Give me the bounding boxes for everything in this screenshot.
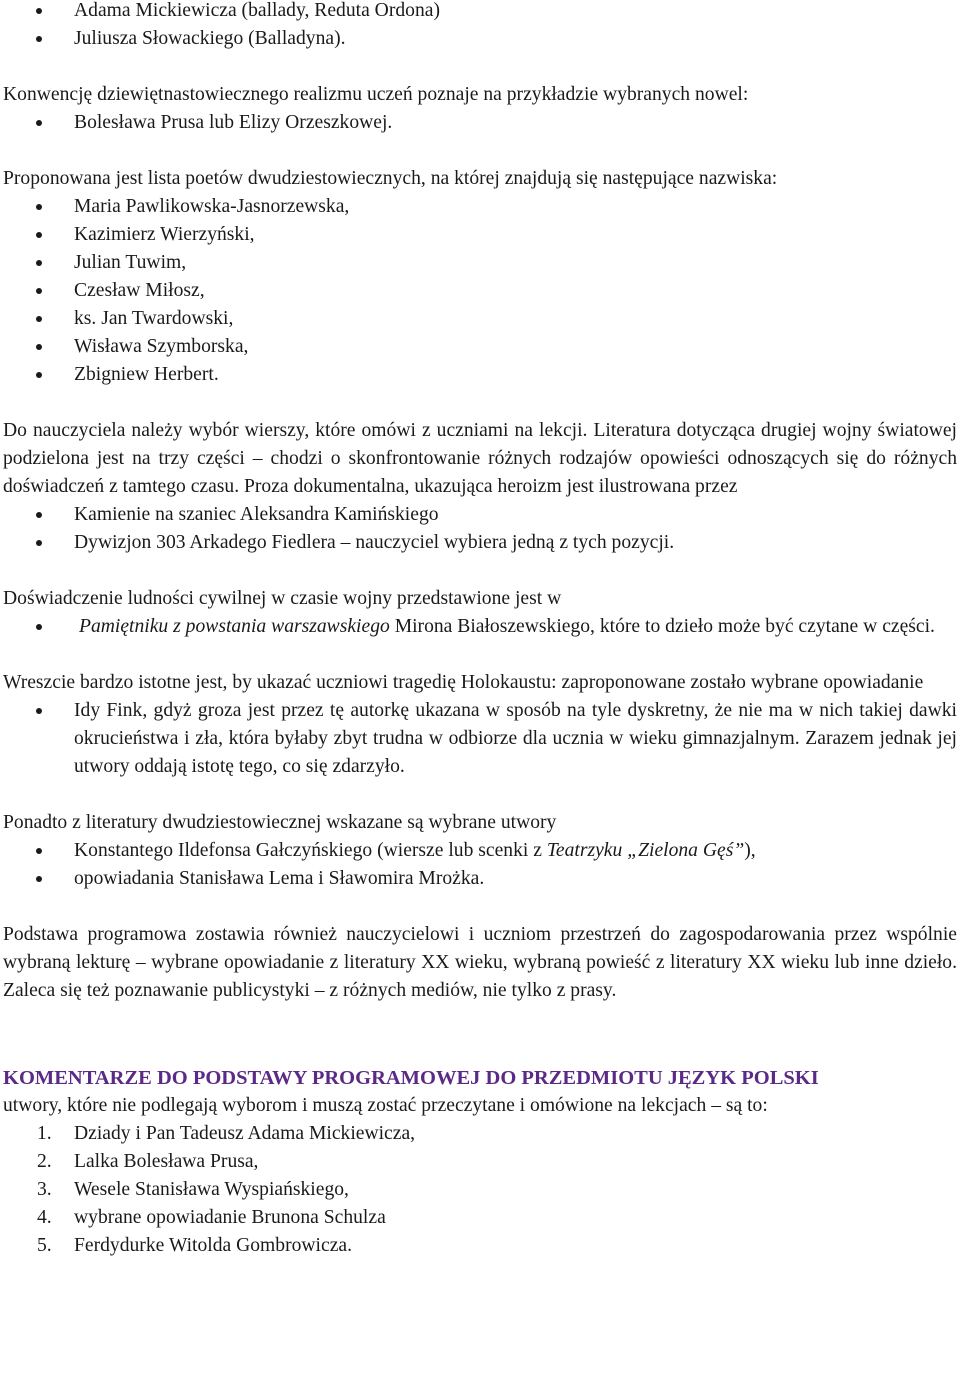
required-readings-list [3, 1120, 957, 1260]
list-item: Zbigniew Herbert. [3, 361, 957, 389]
list-number: 1. [37, 1123, 52, 1144]
paragraph-war-literature: Do nauczyciela należy wybór wierszy, które omówi z uczniami na lekcji. Literatura dotycząca drugiej wojny światowej podzielona jest na trzy części – chodzi o skonfrontowanie różnych rodzajów opowieści odnoszących się do różnych doświadczeń z tamtego czasu. Proza dokumentalna, ukazująca heroizm jest ilustrowana przez [3, 420, 957, 497]
list-item: Bolesława Prusa lub Elizy Orzeszkowej. [3, 109, 957, 137]
poets-list [3, 193, 957, 389]
list-item: Kamienie na szaniec Aleksandra Kamińskiego [3, 501, 957, 529]
authors-list [3, 0, 957, 53]
paragraph-more-works: Ponadto z literatury dwudziestowiecznej wskazane są wybrane utwory [3, 812, 557, 833]
list-item: Czesław Miłosz, [3, 277, 957, 305]
paragraph-poets: Proponowana jest lista poetów dwudziestowiecznych, na której znajdują się następujące nazwiska: [3, 168, 778, 189]
holocaust-list [3, 697, 957, 781]
list-number: 2. [37, 1151, 52, 1172]
book-title: Pamiętniku z powstania warszawskiego [79, 616, 390, 637]
list-item: Maria Pawlikowska-Jasnorzewska, [3, 193, 957, 221]
list-item: Kazimierz Wierzyński, [3, 221, 957, 249]
list-item: Dywizjon 303 Arkadego Fiedlera – nauczyciel wybiera jedną z tych pozycji. [3, 529, 957, 557]
civilians-list [3, 613, 957, 641]
list-item-text: ), [744, 840, 756, 861]
more-works-list [3, 837, 957, 893]
list-item [3, 837, 957, 865]
list-item-text: Konstantego Ildefonsa Gałczyńskiego (wiersze lub scenki z [74, 840, 547, 861]
list-number: 4. [37, 1207, 52, 1228]
list-item [3, 1232, 957, 1260]
list-item-text: Dziady i Pan Tadeusz Adama Mickiewicza, [74, 1123, 416, 1144]
list-number: 3. [37, 1179, 52, 1200]
list-item-text: Ferdydurke Witolda Gombrowicza. [74, 1235, 352, 1256]
paragraph-novels: Konwencję dziewiętnastowiecznego realizmu uczeń poznaje na przykładzie wybranych nowel: [3, 84, 749, 105]
list-item-text: Mirona Białoszewskiego, które to dzieło może być czytane w części. [389, 616, 935, 637]
list-item-text: wybrane opowiadanie Brunona Schulza [74, 1207, 386, 1228]
paragraph-required: utwory, które nie podlegają wyborom i muszą zostać przeczytane i omówione na lekcjach – są to: [3, 1095, 768, 1116]
list-item [3, 1176, 957, 1204]
list-item: Juliusza Słowackiego (Balladyna). [3, 25, 957, 53]
list-item: opowiadania Stanisława Lema i Sławomira Mrożka. [3, 865, 957, 893]
list-item: Idy Fink, gdyż groza jest przez tę autorkę ukazana w sposób na tyle dyskretny, że nie ma w nich takiej dawki okrucieństwa i zła, która byłaby zbyt trudna w odbiorze dla ucznia w wieku gimnazjalnym. Zarazem jednak jej utwory oddają istotę tego, co się zdarzyło. [3, 697, 957, 781]
paragraph-curriculum: Podstawa programowa zostawia również nauczycielowi i uczniom przestrzeń do zagospodarowania przez wspólnie wybraną lekturę – wybrane opowiadanie z literatury XX wieku, wybraną powieść z literatury XX wieku lub inne dzieło. Zaleca się też poznawanie publicystyki – z różnych mediów, nie tylko z prasy. [3, 924, 957, 1001]
list-item: ks. Jan Twardowski, [3, 305, 957, 333]
war-prose-list [3, 501, 957, 557]
paragraph-civilians: Doświadczenie ludności cywilnej w czasie wojny przedstawione jest w [3, 588, 562, 609]
list-item [3, 613, 957, 641]
list-item: Julian Tuwim, [3, 249, 957, 277]
list-item: Wisława Szymborska, [3, 333, 957, 361]
list-item [3, 1120, 957, 1148]
list-item [3, 1204, 957, 1232]
list-item-text: Wesele Stanisława Wyspiańskiego, [74, 1179, 349, 1200]
book-title: Teatrzyku „Zielona Gęś” [546, 840, 745, 861]
novels-list [3, 109, 957, 137]
list-item-text: Lalka Bolesława Prusa, [74, 1151, 259, 1172]
list-item: Adama Mickiewicza (ballady, Reduta Ordona) [3, 0, 957, 25]
list-item [3, 1148, 957, 1176]
list-number: 5. [37, 1235, 52, 1256]
paragraph-holocaust: Wreszcie bardzo istotne jest, by ukazać uczniowi tragedię Holokaustu: zaproponowane zostało wybrane opowiadanie [3, 672, 924, 693]
document-page [3, 0, 957, 1260]
section-heading: KOMENTARZE DO PODSTAWY PROGRAMOWEJ DO PRZEDMIOTU JĘZYK POLSKI [3, 1067, 819, 1089]
